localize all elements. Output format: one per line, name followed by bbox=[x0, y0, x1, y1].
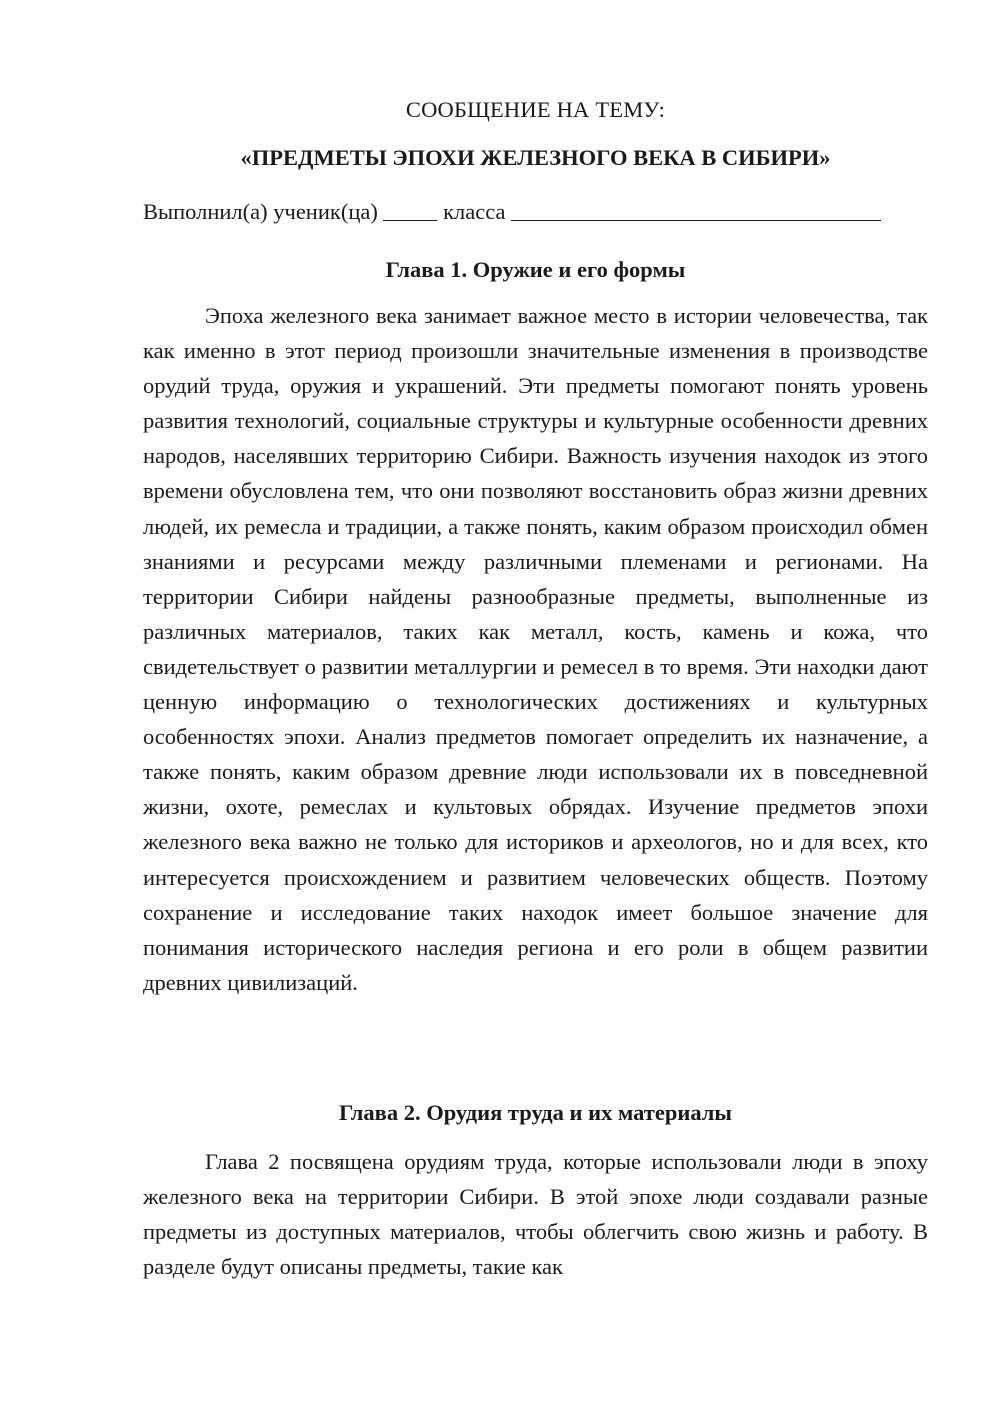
chapter1-section bbox=[143, 298, 928, 1000]
document-header bbox=[143, 94, 928, 174]
chapter1-paragraph: Эпоха железного века занимает важное место в истории человечества, так как именно в этот период произошли значительные изменения в производстве орудий труда, оружия и украшений. Эти предметы помогают понять уровень развития технологий, социальные структуры и культурные особенности древних народов, населявших территорию Сибири. Важность изучения находок из этого времени обусловлена тем, что они позволяют восстановить образ жизни древних людей, их ремесла и традиции, а также понять, каким образом происходил обмен знаниями и ресурсами между различными племенами и регионами. На территории Сибири найдены разнообразные предметы, выполненные из различных материалов, таких как металл, кость, камень и кожа, что свидетельствует о развитии металлургии и ремесел в то время. Эти находки дают ценную информацию о технологических достижениях и культурных особенностях эпохи. Анализ предметов помогает определить их назначение, а также понять, каким образом древние люди использовали их в повседневной жизни, охоте, ремеслах и культовых обрядах. Изучение предметов эпохи железного века важно не только для историков и археологов, но и для всех, кто интересуется происхождением и развитием человеческих обществ. Поэтому сохранение и исследование таких находок имеет большое значение для понимания исторического наследия региона и его роли в общем развитии древних цивилизаций. bbox=[143, 303, 928, 995]
student-info-line bbox=[143, 196, 928, 228]
chapter2-paragraph: Глава 2 посвящена орудиям труда, которые использовали люди в эпоху железного века на территории Сибири. В этой эпохе люди создавали разные предметы из доступных материалов, чтобы облегчить свою жизнь и работу. В разделе будут описаны предметы, такие как bbox=[143, 1149, 928, 1280]
student-prefix-label: Выполнил(а) ученик(ца) bbox=[143, 199, 378, 224]
class-label: класса bbox=[443, 199, 506, 224]
name-blank-field[interactable] bbox=[511, 198, 881, 221]
topic-label: СООБЩЕНИЕ НА ТЕМУ: bbox=[405, 97, 666, 122]
chapter2-title: Глава 2. Орудия труда и их материалы bbox=[339, 1100, 732, 1125]
document-title: «ПРЕДМЕТЫ ЭПОХИ ЖЕЛЕЗНОГО ВЕКА В СИБИРИ» bbox=[240, 145, 831, 170]
chapter1-title: Глава 1. Оружие и его формы bbox=[385, 257, 686, 282]
grade-blank-field[interactable] bbox=[383, 198, 437, 221]
chapter2-section bbox=[143, 1144, 928, 1284]
